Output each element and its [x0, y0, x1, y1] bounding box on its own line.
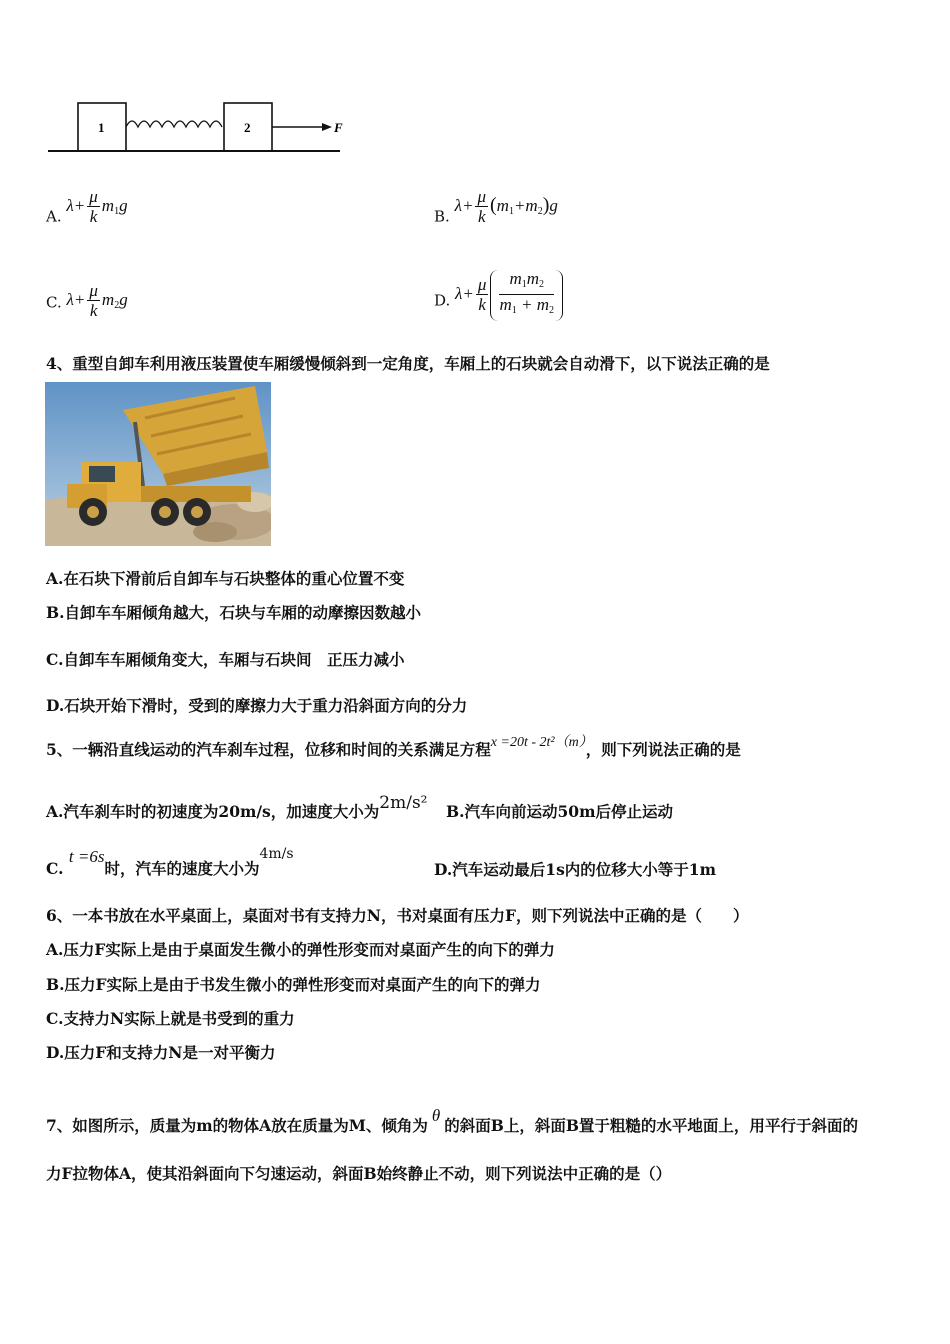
- q5-c-speed: 4m/s: [259, 846, 294, 862]
- q6-option-a[interactable]: A.压力F实际上是由于桌面发生微小的弹性形变而对桌面产生的向下的弹力: [46, 940, 555, 959]
- force-label: F: [334, 120, 343, 135]
- q7-stem-line1: 7、如图所示，质量为m的物体A放在质量为M、倾角为θ的斜面B上，斜面B置于粗糙的水平地面上，用平行于斜面的: [46, 1106, 858, 1135]
- q7-theta: θ: [431, 1106, 441, 1125]
- q3-option-a[interactable]: A. λ+ $\frac{\mu}{k}$ $m_1g$: [46, 187, 128, 226]
- q4-stem: 4、重型自卸车利用液压装置使车厢缓慢倾斜到一定角度，车厢上的石块就会自动滑下，以下说法正确的是: [46, 354, 770, 373]
- q6-option-d[interactable]: D.压力F和支持力N是一对平衡力: [46, 1043, 276, 1062]
- q5-c-time: t =6s: [68, 847, 105, 866]
- q3-d-formula: λ+ $\frac{\mu}{k}$ $\frac{m_1m_2}{m_1 + m_2}$: [455, 284, 563, 303]
- q3-c-formula: λ+ $\frac{\mu}{k}$ $m_2g$: [66, 281, 128, 320]
- q4-option-c[interactable]: C.自卸车车厢倾角变大，车厢与石块间 正压力减小: [46, 650, 405, 669]
- block-1-label: 1: [98, 120, 105, 135]
- q6-option-c[interactable]: C.支持力N实际上就是书受到的重力: [46, 1009, 295, 1028]
- q6-stem: 6、一本书放在水平桌面上，桌面对书有支持力N，书对桌面有压力F，则下列说法中正确的是（ ）: [46, 906, 749, 925]
- q4-option-b[interactable]: B.自卸车车厢倾角越大，石块与车厢的动摩擦因数越小: [46, 603, 421, 622]
- dump-truck-photo: [45, 382, 271, 546]
- q5-option-d[interactable]: D.汽车运动最后1s内的位移大小等于1m: [434, 860, 716, 879]
- q6-option-b[interactable]: B.压力F实际上是由于书发生微小的弹性形变而对桌面产生的向下的弹力: [46, 975, 541, 994]
- q4-option-d[interactable]: D.石块开始下滑时，受到的摩擦力大于重力沿斜面方向的分力: [46, 696, 468, 715]
- q5-option-c[interactable]: C. t =6s时，汽车的速度大小为4m/s: [46, 846, 294, 878]
- q3-option-c[interactable]: C. λ+ $\frac{\mu}{k}$ $m_2g$: [46, 281, 128, 320]
- q7-stem-line2: 力F拉物体A，使其沿斜面向下匀速运动，斜面B始终静止不动，则下列说法中正确的是（）: [46, 1164, 672, 1183]
- q3-option-d[interactable]: D. λ+ $\frac{\mu}{k}$ $\frac{m_1m_2}{m_1 + m_2}$: [434, 270, 563, 321]
- q3-option-b[interactable]: B. λ+ $\frac{\mu}{k}$ $(m_1+m_2)g$: [434, 187, 558, 226]
- q5-option-b[interactable]: B.汽车向前运动50m后停止运动: [446, 802, 673, 821]
- q4-option-a[interactable]: A.在石块下滑前后自卸车与石块整体的重心位置不变: [46, 569, 405, 588]
- q5-option-a[interactable]: A.汽车刹车时的初速度为20m/s，加速度大小为2m/s²: [46, 793, 428, 821]
- q5-equation: x =20t - 2t²（m）: [490, 735, 586, 750]
- block-2-label: 2: [244, 120, 251, 135]
- q3-b-formula: λ+ $\frac{\mu}{k}$ $(m_1+m_2)g$: [454, 187, 558, 226]
- q5-a-acceleration: 2m/s²: [379, 793, 428, 813]
- spring-blocks-diagram: [44, 96, 354, 158]
- q3-a-formula: λ+ $\frac{\mu}{k}$ $m_1g$: [66, 187, 128, 226]
- q5-stem: 5、一辆沿直线运动的汽车刹车过程，位移和时间的关系满足方程x =20t - 2t²（m），则下列说法正确的是: [46, 735, 741, 759]
